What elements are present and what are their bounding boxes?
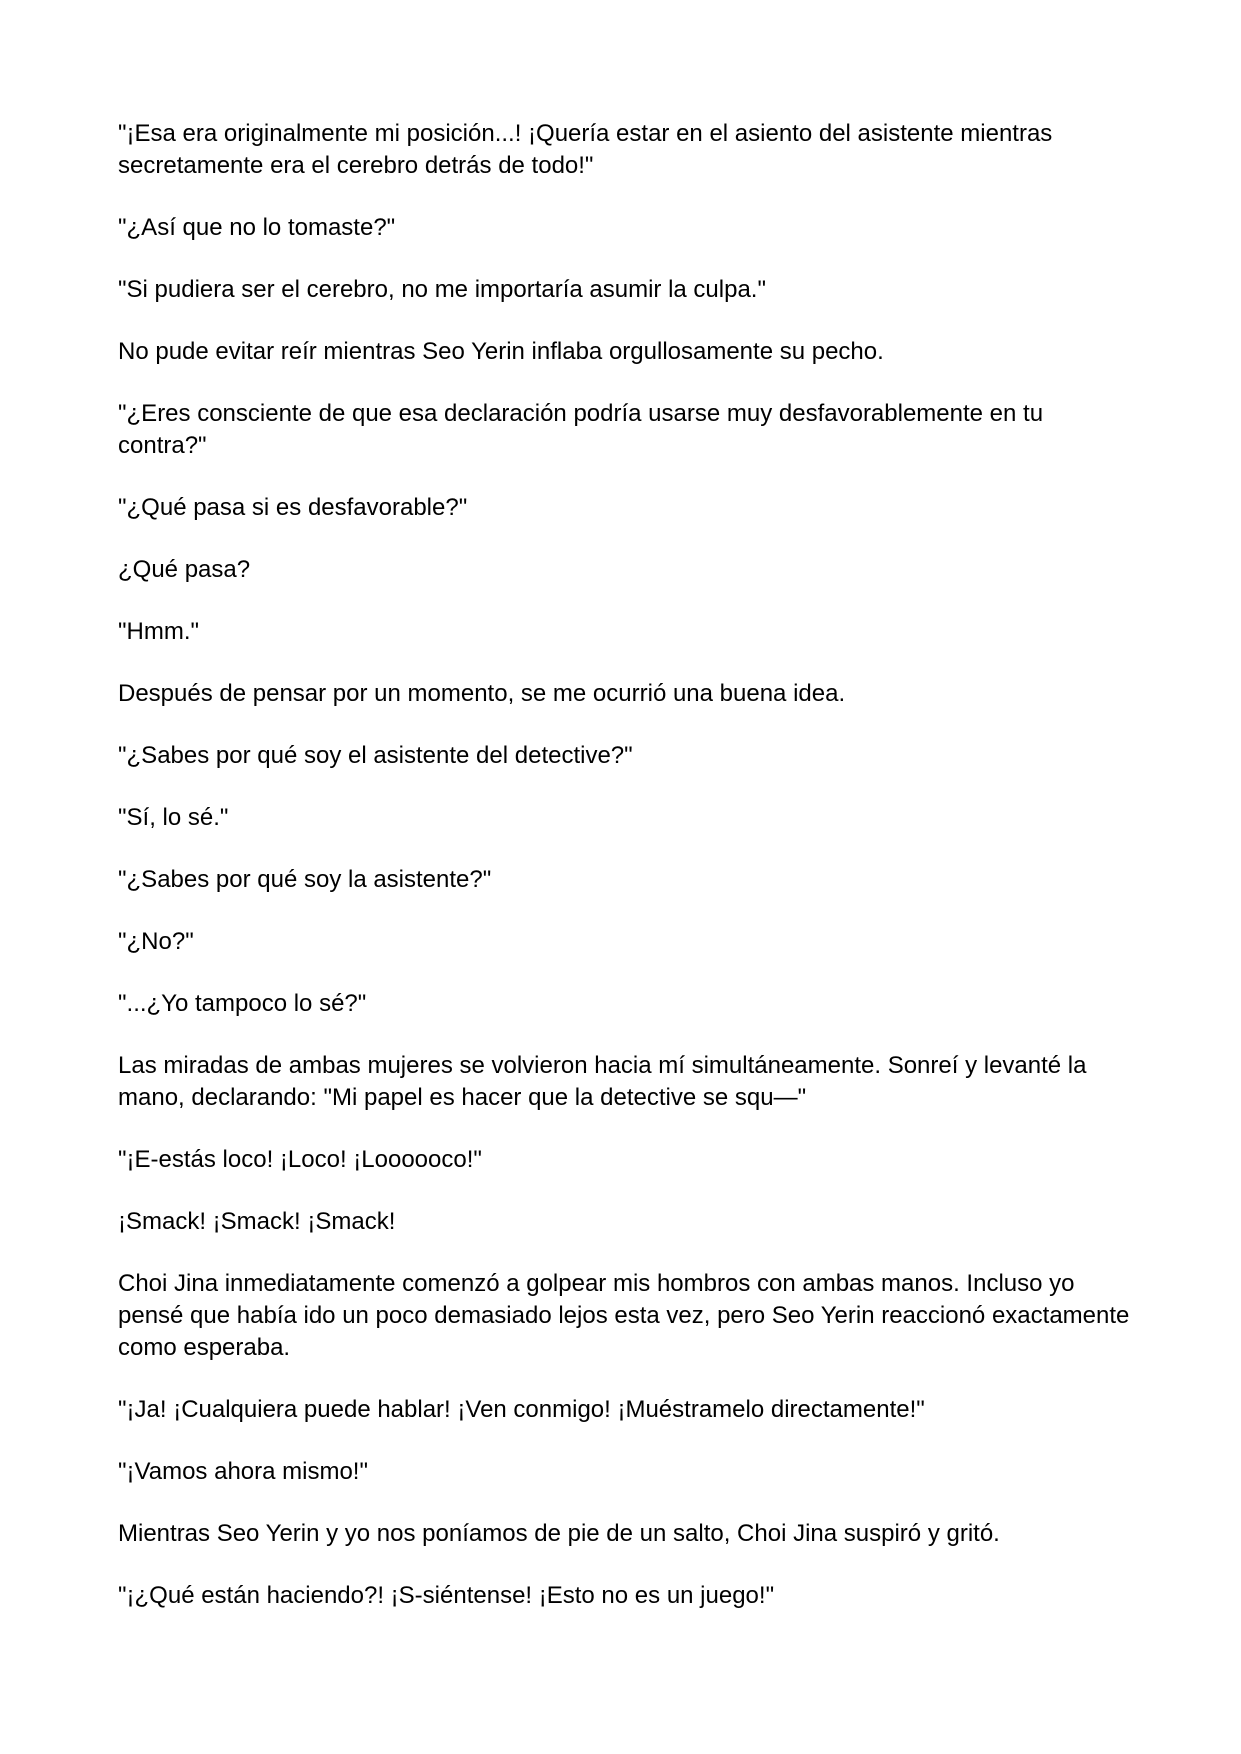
paragraph: "¡Vamos ahora mismo!" [118,1458,368,1485]
paragraph: ¡Smack! ¡Smack! ¡Smack! [118,1208,396,1235]
paragraph: "Hmm." [118,618,200,645]
paragraph: "...¿Yo tampoco lo sé?" [118,990,367,1017]
paragraph: "¡Esa era originalmente mi posición...! ¡Quería estar en el asiento del asistente mientras secretamente era el cerebro detrás de todo!" [118,120,1053,179]
paragraph: "¿No?" [118,928,194,955]
paragraph: "¿Así que no lo tomaste?" [118,214,396,241]
paragraph: ¿Qué pasa? [118,556,251,583]
paragraph: "¡E-estás loco! ¡Loco! ¡Loooooco!" [118,1146,482,1173]
paragraph: "¿Sabes por qué soy la asistente?" [118,866,492,893]
paragraph: No pude evitar reír mientras Seo Yerin inflaba orgullosamente su pecho. [118,338,884,365]
paragraph: "¿Eres consciente de que esa declaración podría usarse muy desfavorablemente en tu contra?" [118,400,1044,459]
paragraph: "¿Qué pasa si es desfavorable?" [118,494,468,521]
paragraph: "¡¿Qué están haciendo?! ¡S-siéntense! ¡Esto no es un juego!" [118,1582,775,1609]
paragraph: "Sí, lo sé." [118,804,229,831]
paragraph: Choi Jina inmediatamente comenzó a golpear mis hombros con ambas manos. Incluso yo pensé que había ido un poco demasiado lejos esta vez, pero Seo Yerin reaccionó exactamente como esperaba. [118,1270,1130,1361]
paragraph: Las miradas de ambas mujeres se volvieron hacia mí simultáneamente. Sonreí y levanté la mano, declarando: "Mi papel es hacer que la detective se squ—" [118,1052,1087,1111]
document-body [118,118,1138,1642]
paragraph: Mientras Seo Yerin y yo nos poníamos de pie de un salto, Choi Jina suspiró y gritó. [118,1520,1000,1547]
paragraph: "¡Ja! ¡Cualquiera puede hablar! ¡Ven conmigo! ¡Muéstramelo directamente!" [118,1396,925,1423]
paragraph: "Si pudiera ser el cerebro, no me importaría asumir la culpa." [118,276,766,303]
paragraph: "¿Sabes por qué soy el asistente del detective?" [118,742,633,769]
paragraph: Después de pensar por un momento, se me ocurrió una buena idea. [118,680,846,707]
